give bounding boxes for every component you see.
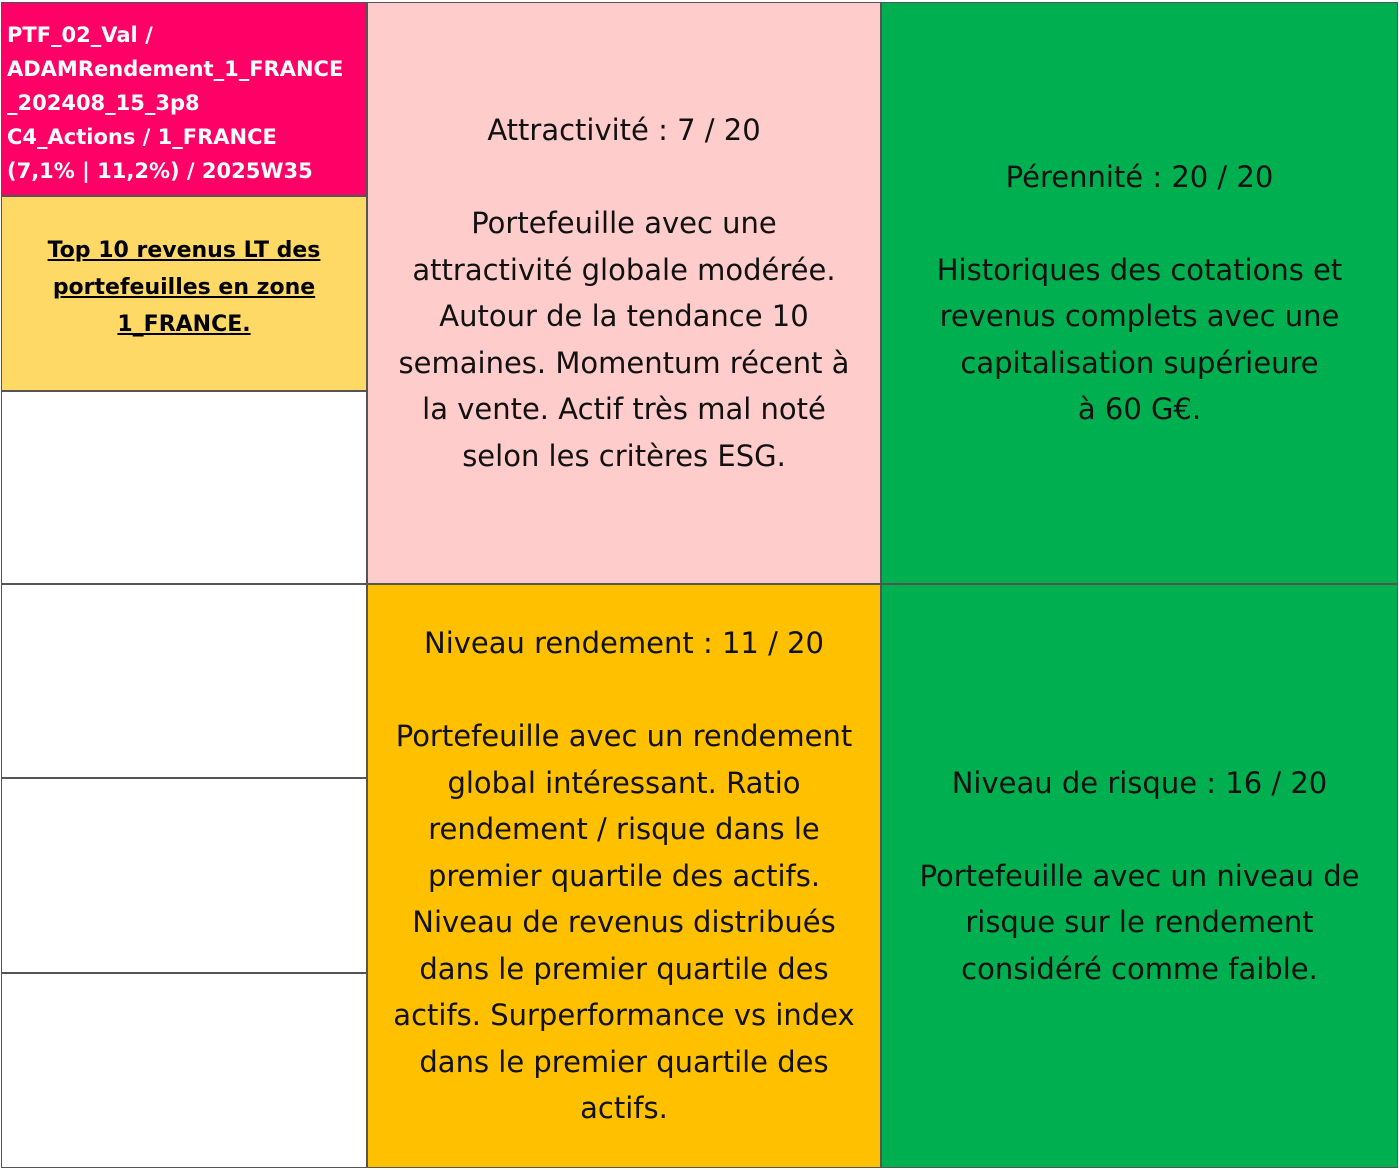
empty-cell	[1, 778, 367, 973]
rendement-panel	[367, 584, 881, 1168]
empty-cell	[1, 391, 367, 584]
risque-line: Portefeuille avec un niveau de	[919, 858, 1360, 893]
attractivite-line: attractivité globale modérée.	[412, 252, 836, 287]
top10-link-line: 1_FRANCE.	[117, 312, 251, 337]
top10-link-line: portefeuilles en zone	[52, 275, 316, 300]
perennite-line: à 60 G€.	[1077, 392, 1202, 426]
rendement-line: dans le premier quartile des	[419, 951, 829, 986]
empty-cell	[1, 973, 367, 1168]
risque-line: considéré comme faible.	[961, 951, 1318, 986]
rendement-title: Niveau rendement : 11 / 20	[424, 626, 824, 661]
rendement-line: rendement / risque dans le	[428, 812, 820, 847]
risque-panel	[881, 584, 1398, 1168]
perennite-line: revenus complets avec une	[939, 299, 1340, 333]
header-line: (7,1% | 11,2%) / 2025W35	[7, 159, 313, 183]
attractivite-line: semaines. Momentum récent à	[398, 345, 850, 380]
attractivite-line: Portefeuille avec une	[471, 206, 777, 240]
attractivite-title: Attractivité : 7 / 20	[487, 113, 761, 147]
top10-link-line: Top 10 revenus LT des	[47, 238, 321, 263]
risque-line: risque sur le rendement	[965, 905, 1314, 940]
rendement-line: global intéressant. Ratio	[447, 765, 801, 800]
header-line: C4_Actions / 1_FRANCE	[7, 125, 277, 149]
attractivite-line: la vente. Actif très mal noté	[422, 392, 826, 426]
rendement-line: Niveau de revenus distribués	[412, 905, 836, 940]
rendement-line: actifs. Surperformance vs index	[393, 998, 855, 1033]
perennite-title: Pérennité : 20 / 20	[1005, 159, 1274, 194]
rendement-line: actifs.	[580, 1091, 668, 1126]
rendement-line: dans le premier quartile des	[419, 1044, 829, 1079]
attractivite-panel	[367, 2, 881, 584]
perennite-panel	[881, 2, 1398, 584]
header-line: PTF_02_Val /	[7, 23, 153, 47]
rendement-line: Portefeuille avec un rendement	[395, 719, 853, 754]
empty-cell	[1, 584, 367, 778]
top10-link-cell	[1, 196, 367, 391]
attractivite-line: selon les critères ESG.	[462, 438, 786, 473]
perennite-line: capitalisation supérieure	[960, 345, 1319, 380]
attractivite-line: Autour de la tendance 10	[439, 299, 809, 333]
portfolio-header	[1, 2, 367, 196]
rendement-line: premier quartile des actifs.	[427, 858, 821, 893]
header-line: ADAMRendement_1_FRANCE	[7, 57, 344, 81]
risque-title: Niveau de risque : 16 / 20	[951, 765, 1328, 800]
perennite-line: Historiques des cotations et	[936, 252, 1343, 287]
header-line: _202408_15_3p8	[7, 91, 200, 115]
top10-link[interactable]	[34, 232, 334, 343]
